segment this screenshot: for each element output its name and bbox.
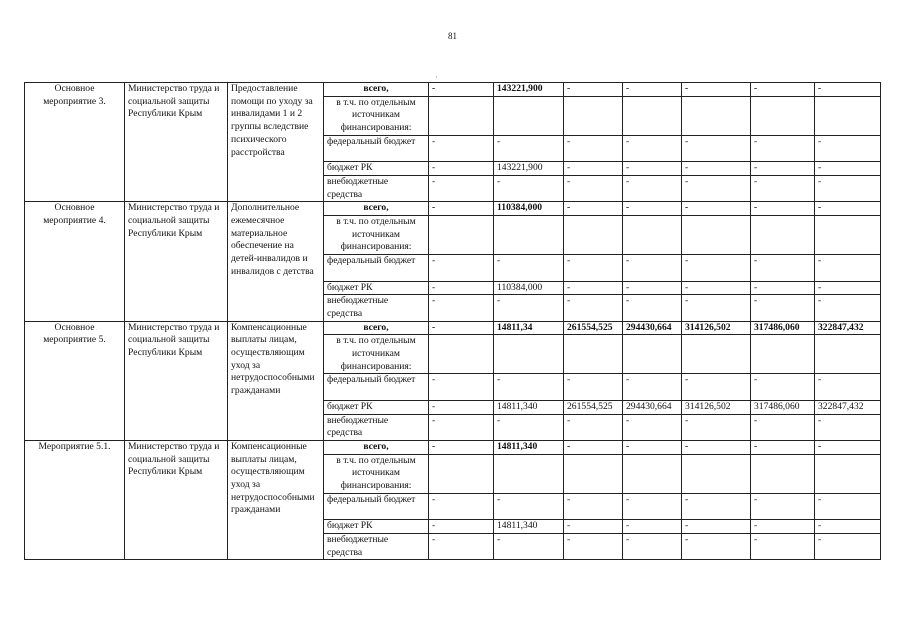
amount-cell: - <box>494 135 564 161</box>
amount-cell: 143221,900 <box>494 83 564 97</box>
measure-agency-cell: Министерство труда и социальной защиты Республики Крым <box>125 321 228 440</box>
amount-cell: - <box>815 414 881 440</box>
amount-cell: - <box>623 295 682 321</box>
funding-source-label: федеральный бюджет <box>324 135 429 161</box>
amount-cell: - <box>623 135 682 161</box>
amount-cell <box>751 335 815 374</box>
amount-cell: 110384,000 <box>494 281 564 295</box>
amount-cell: - <box>429 295 494 321</box>
funding-source-label: всего, <box>324 321 429 335</box>
amount-cell: - <box>564 295 623 321</box>
amount-cell: - <box>815 175 881 201</box>
measure-code-cell: Основное мероприятие 3. <box>25 83 125 202</box>
amount-cell: - <box>751 533 815 559</box>
table-row <box>25 202 881 216</box>
amount-cell: - <box>751 135 815 161</box>
amount-cell <box>623 216 682 255</box>
measure-agency-cell: Министерство труда и социальной защиты Республики Крым <box>125 202 228 321</box>
amount-cell <box>623 96 682 135</box>
measure-title-cell: Компенсационные выплаты лицам, осуществляющим уход за нетрудоспособными гражданами <box>228 440 324 559</box>
amount-cell: - <box>815 162 881 176</box>
measure-agency-cell: Министерство труда и социальной защиты Республики Крым <box>125 440 228 559</box>
amount-cell: 314126,502 <box>682 321 751 335</box>
amount-cell <box>564 335 623 374</box>
funding-source-label: в т.ч. по отдельным источникам финансирования: <box>324 335 429 374</box>
amount-cell: - <box>815 493 881 519</box>
amount-cell: - <box>494 414 564 440</box>
amount-cell: - <box>429 255 494 281</box>
amount-cell <box>682 216 751 255</box>
amount-cell: - <box>429 440 494 454</box>
amount-cell <box>682 96 751 135</box>
amount-cell <box>494 216 564 255</box>
funding-source-label: в т.ч. по отдельным источникам финансирования: <box>324 216 429 255</box>
funding-source-label: всего, <box>324 440 429 454</box>
amount-cell: - <box>564 281 623 295</box>
measure-title-cell: Предоставление помощи по уходу за инвалидами 1 и 2 группы вследствие психического расстройства <box>228 83 324 202</box>
amount-cell <box>429 96 494 135</box>
amount-cell: 14811,34 <box>494 321 564 335</box>
budget-table-body <box>25 83 881 560</box>
amount-cell: - <box>494 493 564 519</box>
amount-cell <box>429 216 494 255</box>
amount-cell: - <box>751 281 815 295</box>
amount-cell <box>429 454 494 493</box>
amount-cell: - <box>682 175 751 201</box>
amount-cell: - <box>751 255 815 281</box>
amount-cell: - <box>682 374 751 400</box>
amount-cell: 110384,000 <box>494 202 564 216</box>
amount-cell <box>564 216 623 255</box>
amount-cell: - <box>623 440 682 454</box>
amount-cell: - <box>564 83 623 97</box>
funding-source-label: в т.ч. по отдельным источникам финансирования: <box>324 454 429 493</box>
amount-cell: - <box>564 135 623 161</box>
amount-cell: - <box>564 520 623 534</box>
funding-source-label: в т.ч. по отдельным источникам финансирования: <box>324 96 429 135</box>
amount-cell: 261554,525 <box>564 400 623 414</box>
amount-cell: - <box>751 520 815 534</box>
scan-mark: · <box>435 73 438 82</box>
amount-cell: - <box>815 374 881 400</box>
amount-cell <box>429 335 494 374</box>
amount-cell: - <box>623 414 682 440</box>
measure-title-cell: Компенсационные выплаты лицам, осуществляющим уход за нетрудоспособными гражданами <box>228 321 324 440</box>
amount-cell <box>494 96 564 135</box>
amount-cell: - <box>564 440 623 454</box>
amount-cell: - <box>751 162 815 176</box>
amount-cell: - <box>494 533 564 559</box>
amount-cell: - <box>682 533 751 559</box>
amount-cell: - <box>682 135 751 161</box>
measure-title-cell: Дополнительное ежемесячное материальное обеспечение на детей-инвалидов и инвалидов с детства <box>228 202 324 321</box>
amount-cell: - <box>815 135 881 161</box>
table-row <box>25 440 881 454</box>
amount-cell: - <box>623 175 682 201</box>
amount-cell <box>815 96 881 135</box>
amount-cell <box>623 454 682 493</box>
amount-cell: 143221,900 <box>494 162 564 176</box>
amount-cell: - <box>751 83 815 97</box>
funding-source-label: внебюджетные средства <box>324 175 429 201</box>
amount-cell: - <box>429 533 494 559</box>
amount-cell: - <box>494 374 564 400</box>
funding-source-label: всего, <box>324 83 429 97</box>
amount-cell: 261554,525 <box>564 321 623 335</box>
amount-cell: - <box>623 162 682 176</box>
amount-cell: - <box>429 175 494 201</box>
amount-cell: - <box>494 295 564 321</box>
amount-cell: 322847,432 <box>815 400 881 414</box>
amount-cell: - <box>751 175 815 201</box>
amount-cell: - <box>429 321 494 335</box>
amount-cell: - <box>751 440 815 454</box>
amount-cell: 14811,340 <box>494 400 564 414</box>
amount-cell: 317486,060 <box>751 321 815 335</box>
amount-cell: - <box>564 175 623 201</box>
amount-cell <box>682 335 751 374</box>
funding-source-label: внебюджетные средства <box>324 533 429 559</box>
amount-cell: - <box>682 440 751 454</box>
amount-cell: - <box>682 414 751 440</box>
amount-cell: - <box>623 255 682 281</box>
amount-cell: - <box>623 83 682 97</box>
amount-cell <box>751 454 815 493</box>
table-row <box>25 83 881 97</box>
amount-cell: 294430,664 <box>623 321 682 335</box>
amount-cell: - <box>429 202 494 216</box>
amount-cell: - <box>623 533 682 559</box>
funding-source-label: бюджет РК <box>324 520 429 534</box>
amount-cell: 14811,340 <box>494 520 564 534</box>
amount-cell: 322847,432 <box>815 321 881 335</box>
funding-source-label: бюджет РК <box>324 281 429 295</box>
amount-cell: - <box>623 281 682 295</box>
amount-cell: - <box>429 400 494 414</box>
amount-cell: - <box>815 202 881 216</box>
amount-cell <box>564 96 623 135</box>
amount-cell: - <box>623 493 682 519</box>
amount-cell: - <box>815 83 881 97</box>
amount-cell: - <box>682 255 751 281</box>
amount-cell: - <box>751 374 815 400</box>
amount-cell: - <box>564 162 623 176</box>
funding-source-label: внебюджетные средства <box>324 414 429 440</box>
amount-cell: - <box>682 520 751 534</box>
amount-cell: - <box>623 520 682 534</box>
funding-source-label: всего, <box>324 202 429 216</box>
amount-cell: - <box>564 414 623 440</box>
measure-code-cell: Основное мероприятие 5. <box>25 321 125 440</box>
amount-cell: - <box>564 533 623 559</box>
budget-table <box>24 82 881 560</box>
amount-cell: - <box>429 83 494 97</box>
amount-cell <box>682 454 751 493</box>
amount-cell: - <box>682 162 751 176</box>
amount-cell: - <box>429 520 494 534</box>
funding-source-label: бюджет РК <box>324 400 429 414</box>
amount-cell: - <box>564 493 623 519</box>
amount-cell: - <box>494 255 564 281</box>
amount-cell: - <box>815 533 881 559</box>
page-number: 81 <box>448 31 457 41</box>
amount-cell: - <box>682 493 751 519</box>
amount-cell: - <box>751 493 815 519</box>
amount-cell: - <box>682 83 751 97</box>
funding-source-label: федеральный бюджет <box>324 255 429 281</box>
amount-cell <box>564 454 623 493</box>
amount-cell <box>815 454 881 493</box>
funding-source-label: федеральный бюджет <box>324 493 429 519</box>
amount-cell <box>751 216 815 255</box>
measure-code-cell: Основное мероприятие 4. <box>25 202 125 321</box>
amount-cell: - <box>815 281 881 295</box>
measure-agency-cell: Министерство труда и социальной защиты Республики Крым <box>125 83 228 202</box>
amount-cell <box>494 454 564 493</box>
amount-cell: - <box>815 440 881 454</box>
amount-cell: 294430,664 <box>623 400 682 414</box>
measure-code-cell: Мероприятие 5.1. <box>25 440 125 559</box>
amount-cell: - <box>429 135 494 161</box>
amount-cell: - <box>815 295 881 321</box>
amount-cell: - <box>564 255 623 281</box>
amount-cell: - <box>564 202 623 216</box>
amount-cell: - <box>429 281 494 295</box>
amount-cell: - <box>429 414 494 440</box>
table-row <box>25 321 881 335</box>
amount-cell: - <box>815 255 881 281</box>
amount-cell: 317486,060 <box>751 400 815 414</box>
amount-cell: - <box>429 374 494 400</box>
funding-source-label: бюджет РК <box>324 162 429 176</box>
amount-cell: - <box>751 202 815 216</box>
amount-cell <box>623 335 682 374</box>
amount-cell: 14811,340 <box>494 440 564 454</box>
funding-source-label: федеральный бюджет <box>324 374 429 400</box>
amount-cell: - <box>429 493 494 519</box>
amount-cell: - <box>564 374 623 400</box>
funding-source-label: внебюджетные средства <box>324 295 429 321</box>
amount-cell: - <box>623 202 682 216</box>
amount-cell <box>815 335 881 374</box>
amount-cell: - <box>751 414 815 440</box>
amount-cell: 314126,502 <box>682 400 751 414</box>
amount-cell <box>751 96 815 135</box>
amount-cell <box>494 335 564 374</box>
amount-cell: - <box>682 281 751 295</box>
amount-cell: - <box>623 374 682 400</box>
amount-cell <box>815 216 881 255</box>
amount-cell: - <box>682 295 751 321</box>
amount-cell: - <box>682 202 751 216</box>
amount-cell: - <box>751 295 815 321</box>
amount-cell: - <box>494 175 564 201</box>
amount-cell: - <box>815 520 881 534</box>
amount-cell: - <box>429 162 494 176</box>
